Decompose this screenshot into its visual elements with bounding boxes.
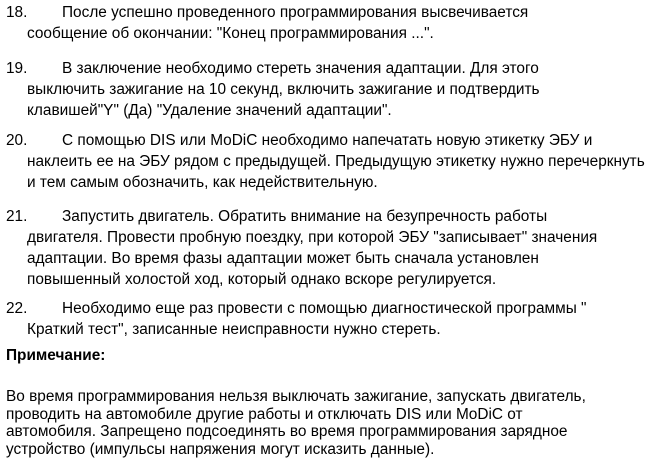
step-number: 19.: [6, 60, 28, 77]
step-number: 20.: [6, 132, 28, 149]
note-text-line: устройство (импульсы напряжения могут исказить данные).: [6, 440, 435, 458]
step-19: [6, 58, 646, 121]
step-number: 21.: [6, 208, 28, 225]
step-number: 22.: [6, 300, 28, 317]
step-21: [6, 206, 646, 290]
step-text-line: наклеить ее на ЭБУ рядом с предыдущей. Предыдущую этикетку нужно перечеркнуть: [27, 153, 645, 170]
step-first-line: [6, 2, 646, 23]
step-first-line: [6, 206, 646, 227]
note-heading: Примечание:: [6, 347, 106, 364]
step-text-line: и тем самым обозначить, как недействительную.: [27, 174, 378, 191]
step-text-line: адаптации. Во время фазы адаптации может быть сначала установлен: [27, 250, 539, 267]
step-first-line: [6, 298, 646, 319]
step-22: [6, 298, 646, 340]
note-text-line: Во время программирования нельзя выключать зажигание, запускать двигатель,: [6, 388, 586, 405]
step-20: [6, 130, 646, 193]
step-text-line: повышенный холостой ход, который однако вскоре регулируется.: [27, 271, 497, 288]
step-text-line: клавишей"Y" (Да) "Удаление значений адаптации".: [27, 102, 392, 119]
note-paragraph: [6, 388, 646, 458]
step-text-line: Запустить двигатель. Обратить внимание на безупречность работы: [62, 208, 548, 225]
step-text-line: В заключение необходимо стереть значения адаптации. Для этого: [62, 60, 539, 77]
note-text-line: автомобиля. Запрещено подсоединять во время программирования зарядное: [6, 423, 568, 440]
step-number: 18.: [6, 4, 28, 21]
step-text-line: После успешно проведенного программирования высвечивается: [62, 4, 529, 21]
step-first-line: [6, 130, 646, 151]
step-text-line: сообщение об окончании: "Конец программирования ...".: [27, 25, 434, 42]
note-text-line: проводить на автомобиле другие работы и отключать DIS или MoDiC от: [6, 405, 523, 423]
step-first-line: [6, 58, 646, 79]
step-text-line: выключить зажигание на 10 секунд, включить зажигание и подтвердить: [27, 81, 540, 98]
step-text-line: двигателя. Провести пробную поездку, при которой ЭБУ "записывает" значения: [27, 229, 598, 246]
step-18: [6, 2, 646, 44]
step-text-line: Краткий тест", записанные неисправности нужно стереть.: [27, 321, 441, 338]
step-text-line: С помощью DIS или MoDiC необходимо напечатать новую этикетку ЭБУ и: [62, 132, 593, 149]
step-text-line: Необходимо еще раз провести с помощью диагностической программы ": [62, 300, 587, 317]
